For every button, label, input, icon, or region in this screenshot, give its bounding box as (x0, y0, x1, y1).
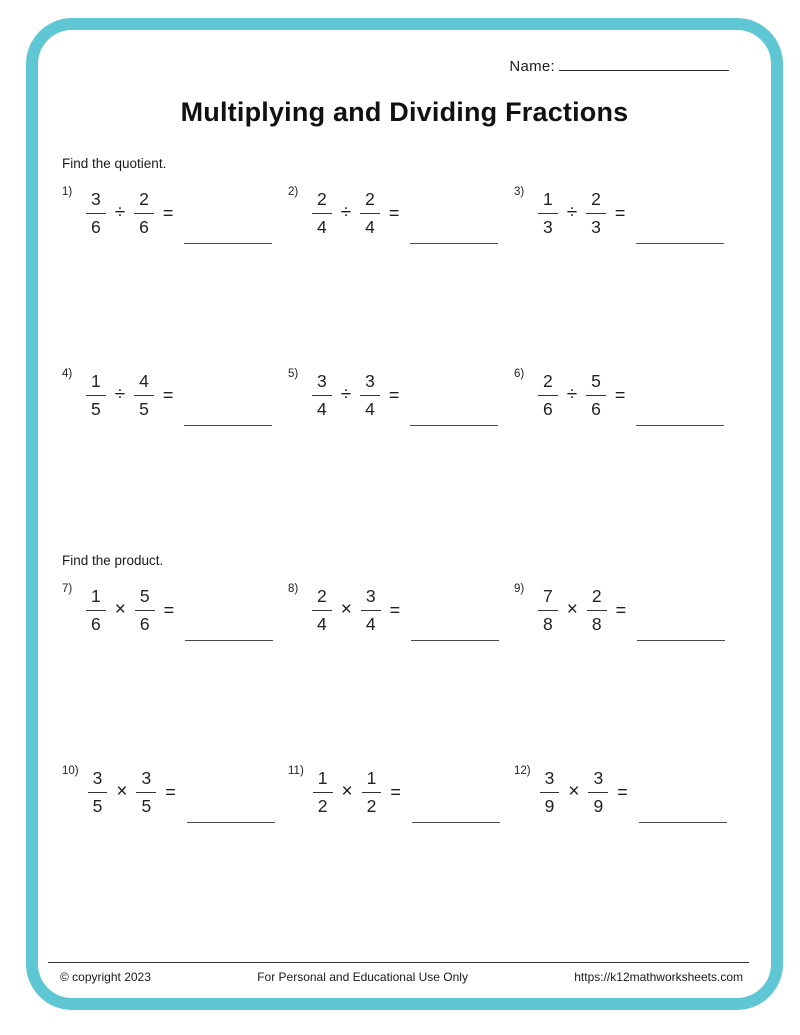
divide-operator: ÷ (340, 384, 352, 406)
fraction (86, 370, 106, 421)
problem-number: 7) (62, 583, 73, 596)
numerator: 1 (86, 585, 106, 611)
fraction (86, 585, 106, 636)
numerator: 7 (538, 585, 558, 611)
numerator: 5 (586, 370, 606, 396)
denominator: 4 (365, 398, 375, 419)
denominator: 4 (317, 216, 327, 237)
fraction (360, 370, 380, 421)
page-title: Multiplying and Dividing Fractions (180, 97, 629, 127)
denominator: 2 (366, 795, 377, 816)
equals-sign: = (162, 384, 174, 405)
website-url: https://k12mathworksheets.com (574, 970, 743, 984)
problem-number: 11) (288, 765, 304, 778)
equals-sign: = (162, 202, 174, 223)
multiply-operator: × (116, 781, 128, 803)
problem-number: 10) (62, 765, 79, 778)
equals-sign: = (390, 781, 401, 802)
footer-text-row (48, 970, 749, 984)
problem-number: 5) (288, 368, 299, 381)
numerator: 4 (134, 370, 154, 396)
fraction (134, 188, 154, 239)
multiply-operator: × (568, 781, 580, 803)
problem-2 (288, 185, 514, 241)
problem-1 (62, 185, 288, 241)
problem-3 (514, 185, 747, 241)
answer-blank[interactable] (636, 243, 724, 244)
denominator: 6 (139, 216, 149, 237)
problem-number: 2) (288, 186, 299, 199)
equals-sign: = (388, 202, 400, 223)
denominator: 5 (91, 398, 101, 419)
numerator: 3 (312, 370, 332, 396)
problem-11 (288, 764, 514, 820)
numerator: 3 (540, 767, 560, 793)
multiply-operator: × (341, 781, 353, 803)
fraction (86, 188, 106, 239)
numerator: 2 (312, 585, 332, 611)
fraction (538, 585, 558, 636)
problem-row-1 (62, 185, 747, 241)
equals-sign: = (165, 781, 176, 802)
denominator: 4 (317, 613, 327, 634)
problem-row-4 (62, 764, 747, 820)
numerator: 2 (360, 188, 380, 214)
numerator: 5 (135, 585, 155, 611)
equals-sign: = (614, 384, 626, 405)
problem-number: 12) (514, 765, 531, 778)
denominator: 8 (591, 613, 602, 634)
denominator: 5 (92, 795, 103, 816)
numerator: 3 (588, 767, 608, 793)
equals-sign: = (614, 202, 626, 223)
fraction (362, 767, 382, 818)
divide-operator: ÷ (114, 384, 126, 406)
numerator: 3 (136, 767, 156, 793)
divide-operator: ÷ (566, 202, 578, 224)
name-label: Name: (509, 58, 555, 75)
worksheet-page (26, 18, 783, 1010)
problem-number: 9) (514, 583, 525, 596)
divide-operator: ÷ (566, 384, 578, 406)
problem-4 (62, 367, 288, 423)
numerator: 3 (86, 188, 106, 214)
numerator: 3 (88, 767, 108, 793)
problem-number: 6) (514, 368, 525, 381)
divide-operator: ÷ (114, 202, 126, 224)
numerator: 1 (538, 188, 558, 214)
fraction (88, 767, 108, 818)
multiply-operator: × (566, 599, 578, 621)
problem-row-3 (62, 582, 747, 638)
numerator: 2 (587, 585, 607, 611)
problem-number: 8) (288, 583, 299, 596)
fraction (312, 585, 332, 636)
instruction-product: Find the product. (62, 553, 164, 569)
denominator: 5 (139, 398, 149, 419)
answer-blank[interactable] (636, 425, 724, 426)
numerator: 2 (538, 370, 558, 396)
answer-blank[interactable] (410, 425, 498, 426)
problem-10 (62, 764, 288, 820)
divide-operator: ÷ (340, 202, 352, 224)
problem-row-2 (62, 367, 747, 423)
fraction (588, 767, 608, 818)
numerator: 2 (134, 188, 154, 214)
problem-number: 3) (514, 186, 525, 199)
answer-blank[interactable] (639, 822, 727, 823)
usage-text: For Personal and Educational Use Only (257, 970, 468, 984)
denominator: 6 (591, 398, 601, 419)
answer-blank[interactable] (184, 425, 272, 426)
problem-5 (288, 367, 514, 423)
denominator: 6 (91, 613, 101, 634)
denominator: 5 (141, 795, 152, 816)
problem-9 (514, 582, 747, 638)
problem-7 (62, 582, 288, 638)
problem-number: 1) (62, 186, 73, 199)
name-input-line[interactable] (559, 58, 729, 71)
fraction (538, 188, 558, 239)
numerator: 1 (313, 767, 333, 793)
fraction (312, 370, 332, 421)
equals-sign: = (389, 599, 401, 620)
answer-blank[interactable] (411, 640, 499, 641)
footer (48, 962, 749, 984)
numerator: 3 (360, 370, 380, 396)
numerator: 1 (86, 370, 106, 396)
fraction (540, 767, 560, 818)
fraction (586, 188, 606, 239)
answer-blank[interactable] (637, 640, 725, 641)
answer-blank[interactable] (187, 822, 275, 823)
problem-8 (288, 582, 514, 638)
copyright-text: © copyright 2023 (60, 970, 151, 984)
fraction (360, 188, 380, 239)
denominator: 6 (139, 613, 150, 634)
fraction (312, 188, 332, 239)
fraction (136, 767, 156, 818)
fraction (313, 767, 333, 818)
fraction (361, 585, 381, 636)
denominator: 6 (91, 216, 101, 237)
fraction (538, 370, 558, 421)
denominator: 9 (544, 795, 555, 816)
denominator: 9 (593, 795, 604, 816)
equals-sign: = (615, 599, 627, 620)
answer-blank[interactable] (184, 243, 272, 244)
numerator: 2 (586, 188, 606, 214)
fraction (587, 585, 607, 636)
denominator: 2 (317, 795, 328, 816)
equals-sign: = (617, 781, 628, 802)
name-row (62, 58, 747, 75)
fraction (134, 370, 154, 421)
answer-blank[interactable] (410, 243, 498, 244)
problem-number: 4) (62, 368, 73, 381)
denominator: 3 (591, 216, 601, 237)
denominator: 4 (365, 216, 375, 237)
multiply-operator: × (114, 599, 126, 621)
fraction (135, 585, 155, 636)
denominator: 4 (317, 398, 327, 419)
fraction (586, 370, 606, 421)
denominator: 6 (543, 398, 553, 419)
denominator: 8 (543, 613, 553, 634)
problem-6 (514, 367, 747, 423)
numerator: 1 (362, 767, 382, 793)
answer-blank[interactable] (412, 822, 500, 823)
equals-sign: = (388, 384, 400, 405)
numerator: 3 (361, 585, 381, 611)
multiply-operator: × (340, 599, 352, 621)
instruction-quotient: Find the quotient. (62, 156, 167, 172)
footer-divider (48, 962, 749, 963)
answer-blank[interactable] (185, 640, 273, 641)
denominator: 4 (365, 613, 376, 634)
numerator: 2 (312, 188, 332, 214)
denominator: 3 (543, 216, 553, 237)
equals-sign: = (163, 599, 175, 620)
problem-12 (514, 764, 747, 820)
